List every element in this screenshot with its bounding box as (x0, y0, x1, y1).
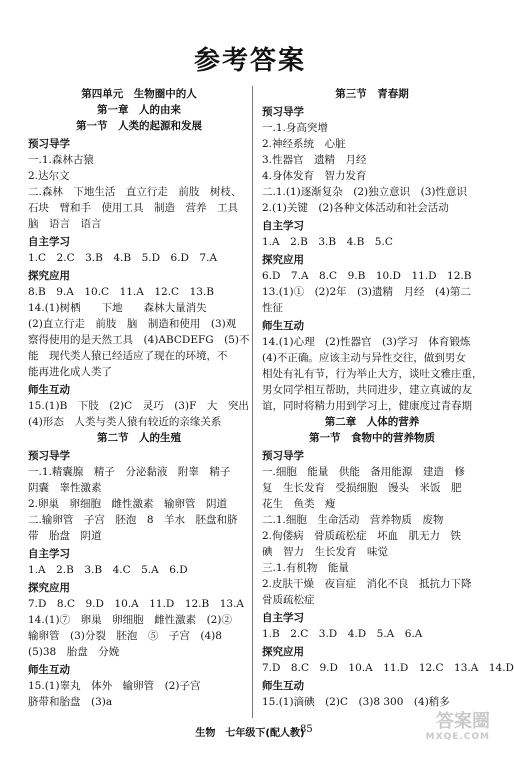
answer-line: 能 现代类人猿已经适应了现在的环境，不 (28, 350, 228, 362)
answer-line: 三.1.有机物 能量 (262, 562, 349, 574)
answer-line: (4)不正确。应该主动与异性交往，做到男女 (262, 352, 466, 364)
answer-line: (4)形态 人类与类人猿有较近的亲缘关系 (28, 416, 222, 428)
subsection-heading: 探究应用 (28, 582, 70, 594)
answer-line: 1.A 2.B 3.B 4.B 5.C (262, 236, 393, 248)
answer-line: 带 胎盘 阴道 (28, 530, 102, 542)
answer-line: 谊，同时将精力用到学习上，健康度过青春期 (262, 400, 472, 412)
answer-line: (5)38 胎盘 分娩 (28, 646, 120, 658)
answer-line: 一.细胞 能量 供能 备用能源 建造 修 (262, 466, 465, 478)
page-number: 85 (300, 724, 313, 735)
answer-line: 男女同学相互帮助，共同进步，建立真诚的友 (262, 384, 472, 396)
subsection-heading: 探究应用 (28, 270, 70, 282)
answer-line: 13.(1)① (2)2年 (3)遗精 月经 (4)第二 (262, 286, 471, 298)
page-title: 参考答案 (193, 46, 306, 76)
watermark-text: 答案圈 (436, 711, 490, 732)
answer-line: 一.1.身高突增 (262, 122, 328, 134)
chapter-title: 第二章 人体的营养 (324, 416, 420, 428)
answer-line: 石块 臂和手 使用工具 制造 营养 工具 (28, 202, 238, 214)
answer-line: 2.佝偻病 骨质疏松症 坏血 肌无力 铁 (262, 530, 462, 542)
answer-line: 2.达尔文 (28, 170, 70, 182)
answer-line: 4.身体发育 智力发育 (262, 170, 367, 182)
answer-line: 1.C 2.C 3.B 4.B 5.D 6.D 7.A (28, 252, 218, 264)
answer-line: 相处有礼有节，行为举止大方，谈吐文雅庄重， (262, 368, 483, 380)
subsection-heading: 自主学习 (28, 548, 70, 560)
answer-line: 15.(1)睾丸 体外 输卵管 (2)子宫 (28, 680, 201, 692)
answer-line: 2.神经系统 心脏 (262, 138, 346, 150)
answer-line: 碘 智力 生长发育 味觉 (262, 546, 388, 558)
answer-line: 性征 (262, 302, 283, 314)
answer-line: 1.B 2.C 3.D 4.D 5.A 6.A (262, 628, 423, 640)
page-footer: 生物 七年级下(配人教) (195, 728, 305, 739)
answer-line: 察得使用的是天然工具 (4)ABCDEFG (5)不 (28, 334, 250, 346)
section-title: 第二节 人的生殖 (97, 432, 181, 444)
answer-line: 2.卵巢 卵细胞 雌性激素 输卵管 阴道 (28, 498, 228, 510)
answer-line: 3.性器官 遗精 月经 (262, 154, 367, 166)
answer-line: 阴囊 睾性激素 (28, 482, 102, 494)
subsection-heading: 自主学习 (262, 612, 304, 624)
answer-line: 二.1.(1)逐渐复杂 (2)独立意识 (3)性意识 (262, 186, 467, 198)
answer-line: 2.(1)关键 (2)各种文体活动和社会活动 (262, 202, 449, 214)
subsection-heading: 预习导学 (28, 138, 70, 150)
right-column (262, 86, 514, 710)
answer-line: 6.D 7.A 8.C 9.B 10.D 11.D 12.B (262, 270, 472, 282)
answer-line: 脑 语言 语言 (28, 218, 102, 230)
watermark-url: MXQE.COM (425, 732, 490, 742)
subsection-heading: 自主学习 (28, 236, 70, 248)
answer-line: 7.D 8.C 9.D 10.A 11.D 12.B 13.A (28, 598, 245, 610)
answer-line: 14.(1)树栖 下地 森林大量消失 (28, 302, 207, 314)
section-title: 第一节 人类的起源和发展 (76, 120, 202, 132)
answer-line: (2)直立行走 前肢 脑 制造和使用 (3)观 (28, 318, 237, 330)
left-column (28, 86, 250, 710)
subsection-heading: 预习导学 (262, 106, 304, 118)
answer-line: 14.(1)⑦ 卵巢 卵细胞 雌性激素 (2)② (28, 614, 232, 626)
answer-line: 骨质疏松症 (262, 594, 315, 606)
subsection-heading: 师生互动 (28, 664, 70, 676)
answer-line: 1.A 2.B 3.B 4.C 5.A 6.D (28, 564, 188, 576)
unit-title: 第四单元 生物圈中的人 (81, 88, 197, 100)
answer-line: 花生 鱼类 瘦 (262, 498, 336, 510)
answer-line: 一.1.精囊腺 精子 分泌黏液 附睾 精子 (28, 466, 231, 478)
answer-line: 脐带和胎盘 (3)a (28, 696, 113, 708)
answer-line: 二.森林 下地生活 直立行走 前肢 树枝、 (28, 186, 242, 198)
answer-line: 二.输卵管 子宫 胚泡 8 羊水 胚盘和脐 (28, 514, 238, 526)
subsection-heading: 预习导学 (262, 450, 304, 462)
column-divider (252, 86, 253, 718)
answer-line: 输卵管 (3)分裂 胚泡 ⑤ 子宫 (4)8 (28, 630, 222, 642)
section-title: 第三节 青春期 (335, 88, 409, 100)
answer-line: 二.1.细胞 生命活动 营养物质 废物 (262, 514, 444, 526)
answer-line: 15.(1)B 下肢 (2)C 灵巧 (3)F 大 突出 (28, 400, 249, 412)
answer-line: 15.(1)滴碘 (2)C (3)8 300 (4)稍多 (262, 696, 450, 708)
subsection-heading: 探究应用 (262, 646, 304, 658)
subsection-heading: 师生互动 (28, 384, 70, 396)
answer-line: 2.皮肤干燥 夜盲症 消化不良 抵抗力下降 (262, 578, 472, 590)
chapter-title: 第一章 人的由来 (97, 104, 181, 116)
subsection-heading: 师生互动 (262, 680, 304, 692)
subsection-heading: 师生互动 (262, 320, 304, 332)
answer-line: 一.1.森林古猿 (28, 154, 94, 166)
subsection-heading: 探究应用 (262, 254, 304, 266)
answer-line: 能再进化成人类了 (28, 366, 112, 378)
section-title: 第一节 食物中的营养物质 (309, 432, 435, 444)
subsection-heading: 预习导学 (28, 450, 70, 462)
subsection-heading: 自主学习 (262, 220, 304, 232)
answer-line: 复 生长发育 受损细胞 馒头 米饭 肥 (262, 482, 462, 494)
answer-line: 14.(1)心理 (2)性器官 (3)学习 体育锻炼 (262, 336, 471, 348)
answer-line: 7.D 8.C 9.D 10.A 11.D 12.C 13.A 14.D (262, 662, 514, 674)
answer-line: 8.B 9.A 10.C 11.A 12.C 13.B (28, 286, 214, 298)
watermark-logo (406, 712, 490, 752)
